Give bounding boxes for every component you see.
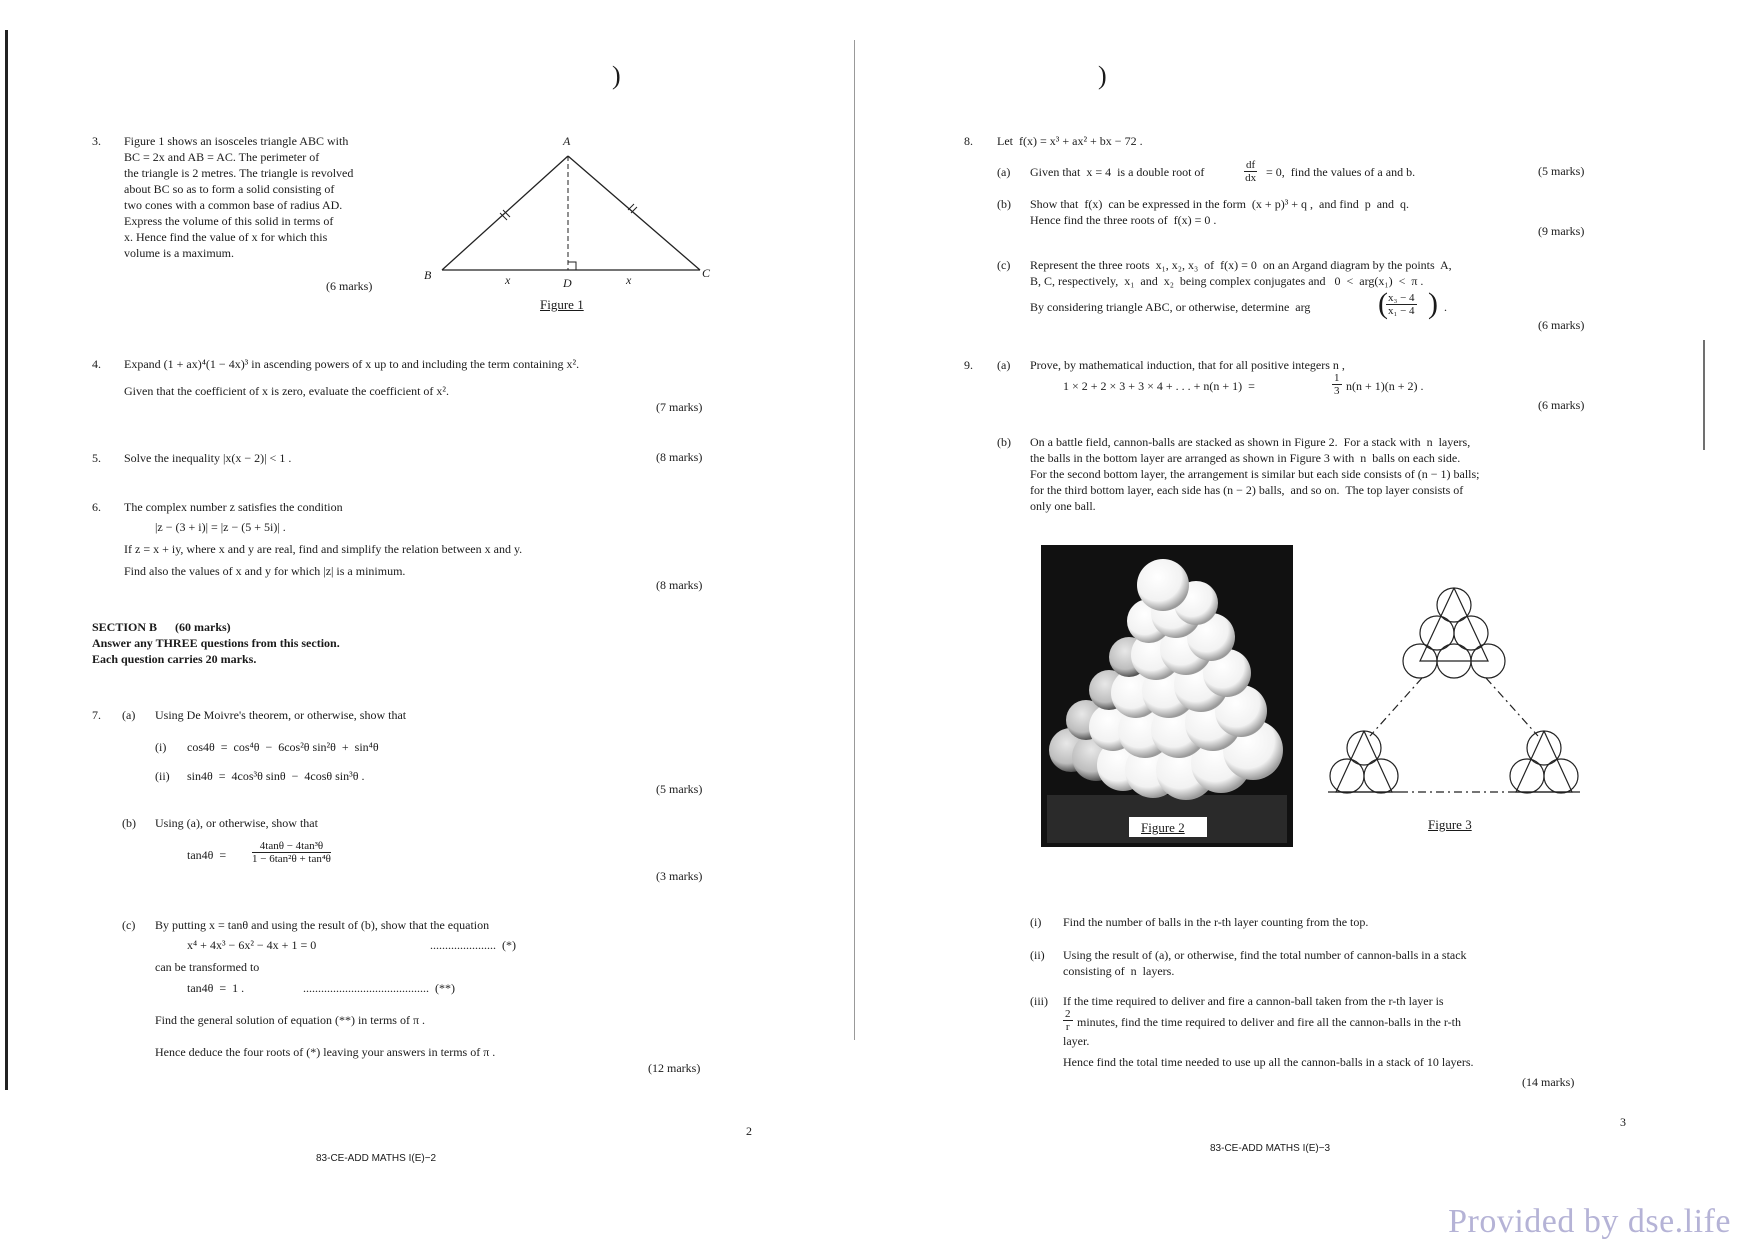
q3-line: BC = 2x and AB = AC. The perimeter of [124, 150, 320, 164]
q3-line: about BC so as to form a solid consisting of [124, 182, 335, 196]
q6-line4: Find also the values of x and y for which |z| is a minimum. [124, 564, 406, 578]
q7-a-ii-label: (ii) [155, 769, 170, 783]
q5-marks: (8 marks) [656, 450, 703, 464]
q7-b-fraction [252, 840, 331, 865]
q8-c-paren-open: ( [1378, 287, 1388, 320]
q8-c-fraction-num: x₃ − 4 [1388, 292, 1415, 304]
q8-c-line1: Represent the three roots x₁, x₂, x₃ of f(x) = 0 on an Argand diagram by the points A, [1030, 258, 1452, 272]
figure-1-vertex-b: B [424, 268, 432, 282]
q8-a-label: (a) [997, 165, 1011, 179]
q7-a-ii-eq: sin4θ = 4cos³θ sinθ − 4cosθ sin³θ . [187, 769, 365, 783]
q8-intro: Let f(x) = x³ + ax² + bx − 72 . [997, 134, 1143, 148]
figure-1-vertex-a: A [563, 134, 571, 148]
q7-c-text: By putting x = tanθ and using the result of (b), show that the equation [155, 918, 490, 932]
q9-b-ii-line2: consisting of n layers. [1063, 964, 1175, 978]
q7-b-lhs: tan4θ = [187, 848, 227, 862]
q9-b-iii-label: (iii) [1030, 994, 1048, 1008]
q3-line: two cones with a common base of radius AD. [124, 198, 343, 212]
q9-marks: (14 marks) [1522, 1075, 1575, 1089]
q8-c-period: . [1444, 300, 1447, 314]
q8-a-text-post: = 0, find the values of a and b. [1266, 165, 1416, 179]
right-edge-mark [1703, 340, 1705, 450]
page-number-left: 2 [746, 1124, 752, 1138]
q6-line2: |z − (3 + i)| = |z − (5 + 5i)| . [155, 520, 286, 534]
q9-a-fraction [1332, 372, 1342, 397]
q8-b-line2: Hence find the three roots of f(x) = 0 . [1030, 213, 1217, 227]
q7-b-numerator: 4tanθ − 4tan³θ [252, 840, 331, 853]
center-fold-line [854, 40, 855, 1040]
q9-b-iii-line4: Hence find the total time needed to use up all the cannon-balls in a stack of 10 layers. [1063, 1055, 1474, 1069]
q6-number: 6. [92, 500, 101, 514]
q8-a-marks: (5 marks) [1538, 164, 1585, 178]
q9-b-iii-line3: layer. [1063, 1034, 1090, 1048]
q9-b-i-label: (i) [1030, 915, 1042, 929]
q8-a-text-pre: Given that x = 4 is a double root of [1030, 165, 1205, 179]
footer-right: 83-CE-ADD MATHS I(E)−3 [1210, 1143, 1331, 1154]
q8-c-line2: B, C, respectively, x₁ and x₂ being complex conjugates and 0 < arg(x₁) < π . [1030, 274, 1424, 288]
q6-marks: (8 marks) [656, 578, 703, 592]
q7-b-marks: (3 marks) [656, 869, 703, 883]
q9-b-label: (b) [997, 435, 1011, 449]
q8-c-marks: (6 marks) [1538, 318, 1585, 332]
section-b-line2: Each question carries 20 marks. [92, 652, 257, 666]
q8-c-fraction-den: x₁ − 4 [1388, 305, 1415, 317]
q3-line: volume is a maximum. [124, 246, 234, 260]
q9-b-line: On a battle field, cannon-balls are stacked as shown in Figure 2. For a stack with n layers, [1030, 435, 1471, 449]
q7-a-text: Using De Moivre's theorem, or otherwise, show that [155, 708, 407, 722]
q7-c-eq2: tan4θ = 1 . [187, 981, 245, 995]
q9-b-iii-fraction-num: 2 [1065, 1008, 1071, 1020]
header-mark-right: ) [1098, 61, 1107, 90]
q3-marks: (6 marks) [326, 279, 373, 293]
q9-a-marks: (6 marks) [1538, 398, 1585, 412]
q3-line: x. Hence find the value of x for which this [124, 230, 328, 244]
figure-1-seg-left: x [505, 273, 511, 287]
q9-b-i-text: Find the number of balls in the r-th layer counting from the top. [1063, 915, 1369, 929]
q7-c-text3: Find the general solution of equation (**) in terms of π . [155, 1013, 426, 1027]
figure-1-label: Figure 1 [540, 297, 584, 312]
q7-a-label: (a) [122, 708, 136, 722]
q9-a-line2-post: n(n + 1)(n + 2) . [1346, 379, 1424, 393]
figure-1-vertex-d: D [563, 276, 572, 290]
q4-marks: (7 marks) [656, 400, 703, 414]
q8-c-paren-close: ) [1428, 287, 1438, 320]
q8-number: 8. [964, 134, 973, 148]
figure-2-photo [1041, 545, 1293, 847]
q7-c-dots2: .......................................... (**) [303, 981, 455, 995]
figure-3-diagram [1318, 578, 1590, 814]
q3-line: the triangle is 2 metres. The triangle is revolved [124, 166, 354, 180]
q7-c-text2: can be transformed to [155, 960, 260, 974]
figure-1-seg-right: x [626, 273, 632, 287]
q4-line1: Expand (1 + ax)⁴(1 − 4x)³ in ascending powers of x up to and including the term containing x². [124, 357, 580, 371]
q8-c-line3-pre: By considering triangle ABC, or otherwise, determine arg [1030, 300, 1311, 314]
q9-a-fraction-den: 3 [1334, 385, 1340, 397]
q9-b-line: only one ball. [1030, 499, 1096, 513]
q9-b-iii-line1: If the time required to deliver and fire a cannon-ball taken from the r-th layer is [1063, 994, 1444, 1008]
q9-b-ii-label: (ii) [1030, 948, 1045, 962]
left-binding-edge [5, 30, 8, 1090]
q9-a-fraction-num: 1 [1334, 372, 1340, 384]
q7-b-label: (b) [122, 816, 136, 830]
q4-number: 4. [92, 357, 101, 371]
q8-a-derivative-den: dx [1245, 172, 1257, 184]
q9-a-line2-pre: 1 × 2 + 2 × 3 + 3 × 4 + . . . + n(n + 1) = [1063, 379, 1255, 393]
q9-b-iii-fraction-den: r [1065, 1021, 1070, 1033]
figure-3-label: Figure 3 [1428, 817, 1472, 832]
q3-line: Express the volume of this solid in terms of [124, 214, 334, 228]
q3-number: 3. [92, 134, 101, 148]
q6-line3: If z = x + iy, where x and y are real, find and simplify the relation between x and y. [124, 542, 523, 556]
q7-c-eq1: x⁴ + 4x³ − 6x² − 4x + 1 = 0 [187, 938, 317, 952]
q9-b-line: for the third bottom layer, each side has (n − 2) balls, and so on. The top layer consists of [1030, 483, 1464, 497]
watermark: Provided by dse.life [1448, 1203, 1731, 1240]
q8-a-derivative-num: df [1246, 159, 1256, 171]
figure-1-triangle [420, 130, 720, 320]
q8-b-marks: (9 marks) [1538, 224, 1585, 238]
q7-c-label: (c) [122, 918, 136, 932]
section-b-line1: Answer any THREE questions from this section. [92, 636, 340, 650]
q7-c-text4: Hence deduce the four roots of (*) leaving your answers in terms of π . [155, 1045, 496, 1059]
q7-b-text: Using (a), or otherwise, show that [155, 816, 318, 830]
q8-b-label: (b) [997, 197, 1011, 211]
q7-c-dots1: ...................... (*) [430, 938, 516, 952]
q8-c-label: (c) [997, 258, 1011, 272]
section-b-title: SECTION B (60 marks) [92, 620, 231, 634]
q4-line2: Given that the coefficient of x is zero, evaluate the coefficient of x². [124, 384, 450, 398]
q9-b-ii-line1: Using the result of (a), or otherwise, find the total number of cannon-balls in a stack [1063, 948, 1467, 962]
q8-a-derivative [1244, 159, 1257, 184]
q7-a-i-eq: cos4θ = cos⁴θ − 6cos²θ sin²θ + sin⁴θ [187, 740, 379, 754]
q7-number: 7. [92, 708, 101, 722]
q9-number: 9. [964, 358, 973, 372]
q3-line: Figure 1 shows an isosceles triangle ABC with [124, 134, 349, 148]
header-mark-left: ) [612, 61, 621, 90]
q8-b-line1: Show that f(x) can be expressed in the form (x + p)³ + q , and find p and q. [1030, 197, 1410, 211]
q7-a-marks: (5 marks) [656, 782, 703, 796]
q6-line1: The complex number z satisfies the condition [124, 500, 343, 514]
figure-2-label: Figure 2 [1141, 820, 1185, 835]
q5-number: 5. [92, 451, 101, 465]
q9-b-iii-fraction [1063, 1008, 1073, 1033]
q7-a-i-label: (i) [155, 740, 167, 754]
figure-1-vertex-c: C [702, 266, 711, 280]
q8-c-fraction [1386, 292, 1417, 317]
q7-b-denominator: 1 − 6tan²θ + tan⁴θ [252, 853, 331, 865]
q9-a-label: (a) [997, 358, 1011, 372]
q9-a-line1: Prove, by mathematical induction, that for all positive integers n , [1030, 358, 1345, 372]
page-number-right: 3 [1620, 1115, 1626, 1129]
q9-b-iii-line2: minutes, find the time required to deliver and fire all the cannon-balls in the r-th [1077, 1015, 1461, 1029]
q5-line1: Solve the inequality |x(x − 2)| < 1 . [124, 451, 292, 465]
q7-c-marks: (12 marks) [648, 1061, 701, 1075]
q9-b-line: the balls in the bottom layer are arranged as shown in Figure 3 with n balls on each side. [1030, 451, 1461, 465]
q9-b-line: For the second bottom layer, the arrangement is similar but each side consists of (n − 1) balls; [1030, 467, 1480, 481]
footer-left: 83-CE-ADD MATHS I(E)−2 [316, 1153, 437, 1164]
